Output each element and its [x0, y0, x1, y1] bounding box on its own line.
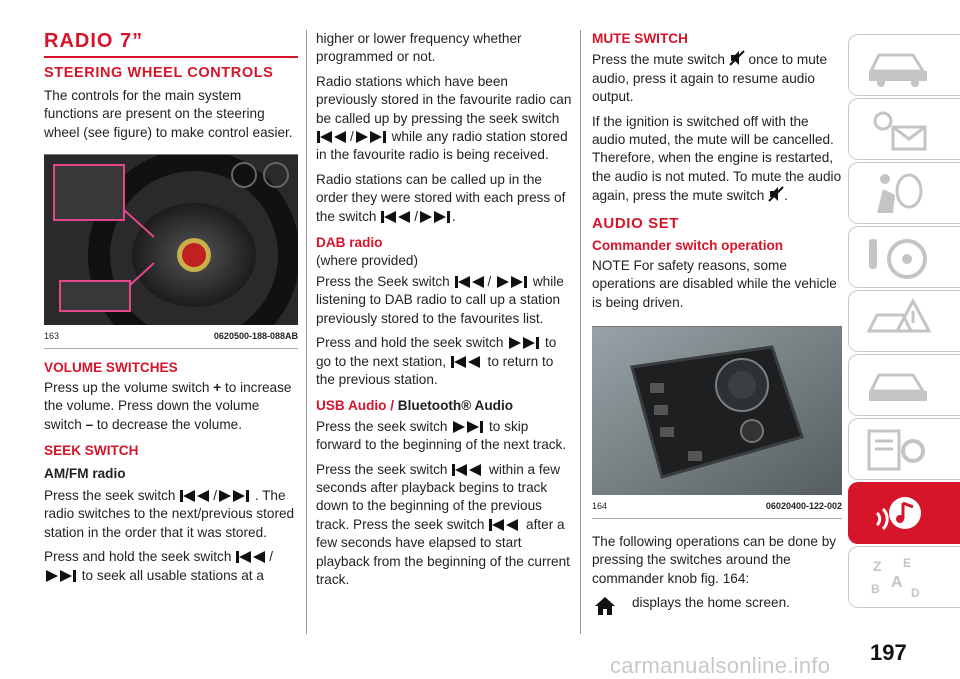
car-icon — [863, 41, 933, 91]
svg-text:D: D — [911, 586, 920, 600]
alphabetical-index-icon — [863, 553, 933, 603]
seek-down-icon — [316, 131, 350, 143]
tab-warning-lights[interactable] — [848, 98, 960, 160]
usb-bluetooth-heading: USB Audio / Bluetooth® Audio — [316, 398, 514, 414]
seek-up-icon — [354, 131, 388, 143]
steering-wheel-figure — [44, 154, 298, 325]
svg-text:E: E — [903, 556, 912, 570]
steering-heading: STEERING WHEEL CONTROLS — [44, 65, 274, 81]
seek-down-icon — [488, 519, 522, 531]
usb-skip-text: Press the seek switch to skip forward to the beginning of the next track. — [316, 418, 567, 453]
figure-number: 163 — [44, 331, 60, 342]
safety-note: NOTE For safety reasons, some operations are disabled while the vehicle is being driven. — [592, 258, 837, 310]
emergency-car-icon — [863, 297, 933, 347]
continued-text: higher or lower frequency whether programmed or not. — [316, 31, 522, 65]
seek-down-icon — [179, 490, 213, 502]
seek-up-icon — [418, 211, 452, 223]
tab-safety[interactable] — [848, 162, 960, 224]
mute-icon — [768, 186, 784, 202]
seek-up-icon — [451, 421, 485, 433]
seek-down-icon — [450, 356, 484, 368]
commander-figure — [592, 326, 842, 495]
tab-maintenance[interactable] — [848, 354, 960, 416]
seek-heading: SEEK SWITCH — [44, 443, 139, 459]
mute-heading: MUTE SWITCH — [592, 31, 688, 46]
mute-icon — [729, 50, 745, 66]
order-text: Radio stations can be called up in the order they were stored with each press of the switch / . — [316, 171, 566, 224]
seek-down-icon — [235, 551, 269, 563]
tab-starting-driving[interactable] — [848, 226, 960, 288]
following-text: The following operations can be done by pressing the switches around the commander knob fig. 164: — [592, 533, 837, 586]
seek-up-icon — [217, 490, 251, 502]
column-divider — [580, 30, 581, 634]
technical-data-icon — [863, 425, 933, 475]
audio-set-heading: AUDIO SET — [592, 214, 680, 232]
multimedia-icon — [863, 489, 933, 539]
seek-up-icon — [44, 570, 78, 582]
svg-text:A: A — [891, 574, 903, 591]
dab-hold-text: Press and hold the seek switch to go to the next station, to return to the previous station. — [316, 335, 557, 387]
column-left — [44, 30, 298, 591]
minus-symbol: – — [85, 416, 94, 432]
commander-heading: Commander switch operation — [592, 237, 784, 253]
dab-text: Press the Seek switch / while listening to DAB radio to call up a station previously stored to the favourites list. — [316, 273, 564, 326]
tab-index[interactable] — [848, 546, 960, 608]
mute-ignition-text: If the ignition is switched off with the audio muted, the mute will be cancelled. Therefore, when the engine is restarted, the audio is not muted. To mute the audio again, press the mute switch . — [592, 113, 842, 204]
section-title: RADIO 7” — [44, 30, 298, 58]
seek-up-icon — [507, 337, 541, 349]
usb-back-text: Press the seek switch within a few seconds after playback begins to track down to the beginning of the previous track. Press the seek switch after a few seconds have elapsed to start playback from the beginning of the current track. — [316, 461, 570, 587]
stored-text: Radio stations which have been previously stored in the favourite radio can be called up by pressing the seek switch / while any radio station stored in the favourite radio is being received. — [316, 73, 572, 163]
seek-down-icon — [451, 464, 485, 476]
svg-text:B: B — [871, 582, 880, 596]
dab-subheading: (where provided) — [316, 253, 418, 269]
column-divider — [306, 30, 307, 634]
airbag-icon — [863, 169, 933, 219]
page-number: 197 — [870, 640, 907, 665]
plus-symbol: + — [213, 380, 222, 396]
tab-emergency[interactable] — [848, 290, 960, 352]
home-text: displays the home screen. — [592, 594, 842, 612]
watermark: carmanualsonline.info — [610, 653, 831, 678]
intro-text: The controls for the main system functions are present on the steering wheel (see figure) to make control easier. — [44, 88, 293, 140]
commander-knob-photo — [592, 327, 842, 495]
figure-code: 06020400-122-002 — [765, 501, 842, 512]
hold-text: Press and hold the seek switch / to seek all usable stations at a — [44, 549, 273, 583]
figure-163-caption — [44, 325, 298, 348]
chapter-tabs — [848, 34, 960, 610]
figure-code: 0620500-188-088AB — [213, 331, 298, 342]
home-icon — [594, 596, 616, 616]
car-service-icon — [863, 361, 933, 411]
volume-text: Press up the volume switch + to increase the volume. Press down the volume switch – to decrease the volume. — [44, 380, 292, 432]
seek-down-icon — [380, 211, 414, 223]
seek-text: Press the seek switch / . The radio switches to the next/previous stored station in the order that it was stored. — [44, 488, 295, 540]
steering-wheel-photo — [44, 155, 298, 325]
tab-vehicle[interactable] — [848, 34, 960, 96]
steering-wheel-icon — [863, 233, 933, 283]
warning-lights-icon — [863, 105, 933, 155]
seek-down-icon — [454, 276, 488, 288]
seek-up-icon — [495, 276, 529, 288]
svg-text:Z: Z — [873, 558, 882, 574]
figure-164-caption — [592, 495, 842, 518]
column-right — [592, 30, 842, 618]
mute-text: Press the mute switch once to mute audio, press it again to resume audio output. — [592, 52, 828, 105]
tab-technical-data[interactable] — [848, 418, 960, 480]
column-middle — [316, 30, 572, 595]
tab-multimedia[interactable] — [848, 482, 960, 544]
dab-heading: DAB radio — [316, 235, 383, 251]
figure-number: 164 — [592, 501, 608, 512]
volume-heading: VOLUME SWITCHES — [44, 359, 178, 375]
amfm-heading: AM/FM radio — [44, 465, 126, 481]
